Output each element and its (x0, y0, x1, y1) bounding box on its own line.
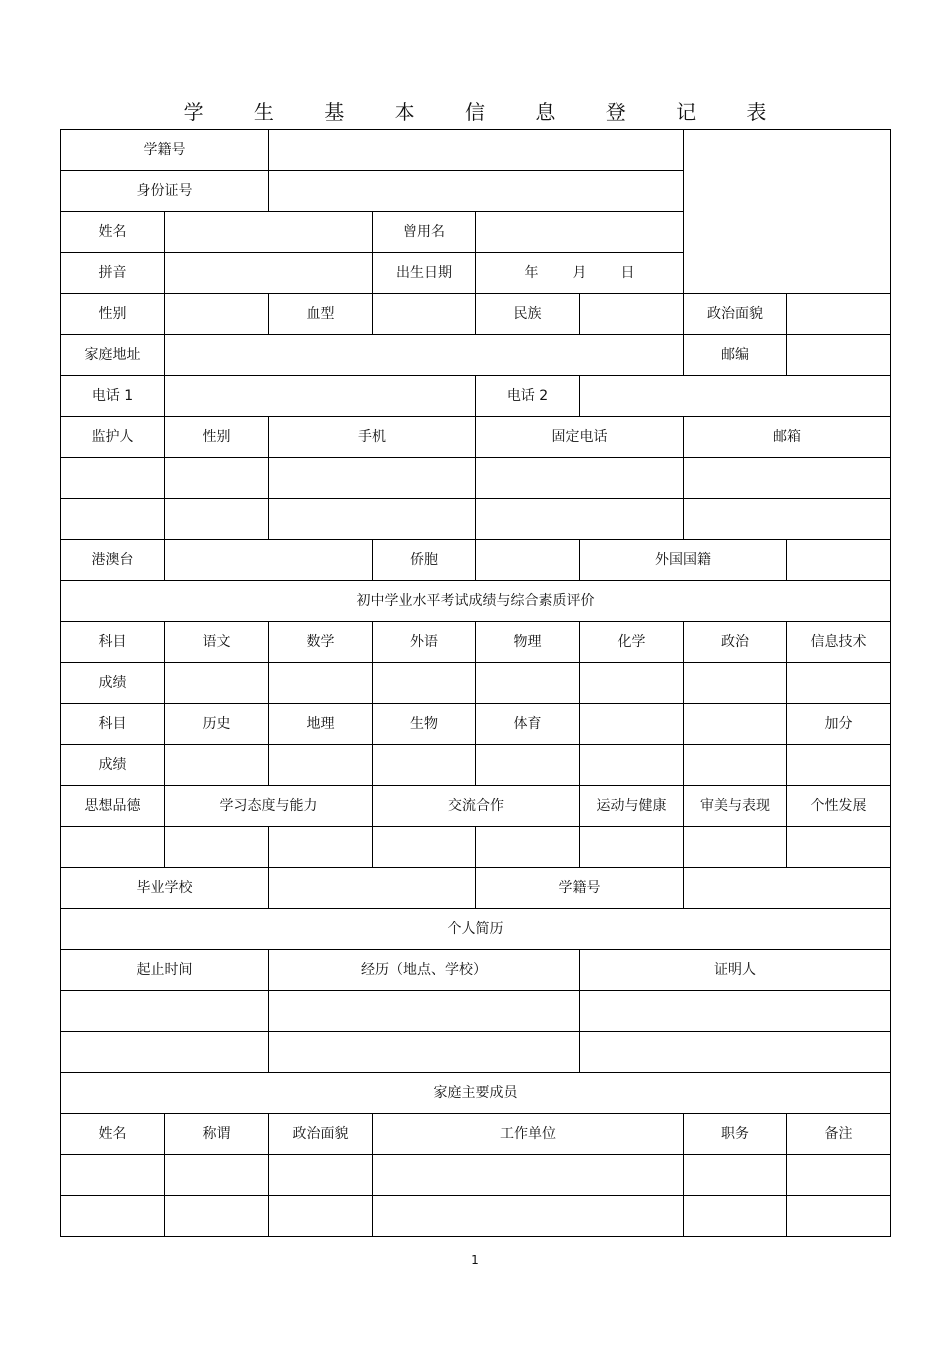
subject-label: 科目 (61, 704, 165, 745)
guardian-mobile-cell[interactable] (269, 499, 476, 540)
label-pinyin: 拼音 (61, 253, 165, 294)
score-label: 成绩 (61, 663, 165, 704)
date-year: 年 (524, 265, 539, 281)
label-guardian-gender: 性别 (165, 417, 269, 458)
quality-cell[interactable] (165, 827, 269, 868)
field-postcode[interactable] (787, 335, 891, 376)
label-landline: 固定电话 (476, 417, 684, 458)
field-former-name[interactable] (476, 212, 684, 253)
subject-name: 语文 (165, 622, 269, 663)
label-overseas-chinese: 侨胞 (373, 540, 476, 581)
family-title: 家庭主要成员 (61, 1073, 891, 1114)
score-cell[interactable] (373, 745, 476, 786)
resume-header-experience: 经历（地点、学校） (269, 950, 580, 991)
family-header-relation: 称谓 (165, 1114, 269, 1155)
resume-experience-cell[interactable] (269, 991, 580, 1032)
score-cell[interactable] (684, 745, 787, 786)
guardian-gender-cell[interactable] (165, 499, 269, 540)
label-hmt: 港澳台 (61, 540, 165, 581)
resume-header-witness: 证明人 (580, 950, 891, 991)
guardian-email-cell[interactable] (684, 499, 891, 540)
quality-cell[interactable] (373, 827, 476, 868)
resume-experience-cell[interactable] (269, 1032, 580, 1073)
score-cell[interactable] (165, 663, 269, 704)
score-cell[interactable] (269, 745, 373, 786)
subject-name: 体育 (476, 704, 580, 745)
field-hmt[interactable] (165, 540, 373, 581)
quality-item: 交流合作 (373, 786, 580, 827)
resume-period-cell[interactable] (61, 991, 269, 1032)
label-graduation-school: 毕业学校 (61, 868, 269, 909)
guardian-landline-cell[interactable] (476, 458, 684, 499)
label-phone1: 电话 1 (61, 376, 165, 417)
field-id-no[interactable] (269, 171, 684, 212)
score-cell[interactable] (787, 745, 891, 786)
label-postcode: 邮编 (684, 335, 787, 376)
family-cell[interactable] (61, 1155, 165, 1196)
date-day: 日 (620, 265, 635, 281)
family-cell[interactable] (684, 1155, 787, 1196)
family-cell[interactable] (61, 1196, 165, 1237)
resume-title: 个人简历 (61, 909, 891, 950)
quality-cell[interactable] (684, 827, 787, 868)
family-cell[interactable] (165, 1155, 269, 1196)
family-cell[interactable] (269, 1196, 373, 1237)
label-guardian: 监护人 (61, 417, 165, 458)
family-header-name: 姓名 (61, 1114, 165, 1155)
registration-form (60, 129, 891, 1237)
field-gender[interactable] (165, 294, 269, 335)
subject-name: 地理 (269, 704, 373, 745)
family-header-remarks: 备注 (787, 1114, 891, 1155)
resume-period-cell[interactable] (61, 1032, 269, 1073)
score-cell[interactable] (787, 663, 891, 704)
field-pinyin[interactable] (165, 253, 373, 294)
page-number: 1 (471, 1253, 479, 1267)
field-political-status[interactable] (787, 294, 891, 335)
subject-name: 加分 (787, 704, 891, 745)
subject-name: 化学 (580, 622, 684, 663)
quality-cell[interactable] (476, 827, 580, 868)
label-mobile: 手机 (269, 417, 476, 458)
subject-name (684, 704, 787, 745)
resume-header-period: 起止时间 (61, 950, 269, 991)
quality-cell[interactable] (269, 827, 373, 868)
quality-item: 运动与健康 (580, 786, 684, 827)
score-cell[interactable] (373, 663, 476, 704)
label-graduation-student-no: 学籍号 (476, 868, 684, 909)
guardian-mobile-cell[interactable] (269, 458, 476, 499)
label-id-no: 身份证号 (61, 171, 269, 212)
family-header-workplace: 工作单位 (373, 1114, 684, 1155)
field-phone2[interactable] (580, 376, 891, 417)
label-ethnicity: 民族 (476, 294, 580, 335)
score-cell[interactable] (476, 745, 580, 786)
subject-name: 数学 (269, 622, 373, 663)
label-blood-type: 血型 (269, 294, 373, 335)
field-graduation-school[interactable] (269, 868, 476, 909)
family-cell[interactable] (373, 1196, 684, 1237)
quality-item: 学习态度与能力 (165, 786, 373, 827)
score-cell[interactable] (684, 663, 787, 704)
resume-witness-cell[interactable] (580, 991, 891, 1032)
score-cell[interactable] (580, 745, 684, 786)
score-cell[interactable] (165, 745, 269, 786)
family-cell[interactable] (165, 1196, 269, 1237)
guardian-landline-cell[interactable] (476, 499, 684, 540)
label-phone2: 电话 2 (476, 376, 580, 417)
guardian-gender-cell[interactable] (165, 458, 269, 499)
subject-name: 信息技术 (787, 622, 891, 663)
subject-name: 生物 (373, 704, 476, 745)
field-phone1[interactable] (165, 376, 476, 417)
field-student-no[interactable] (269, 130, 684, 171)
family-cell[interactable] (269, 1155, 373, 1196)
quality-item: 审美与表现 (684, 786, 787, 827)
quality-item: 思想品德 (61, 786, 165, 827)
family-header-political: 政治面貌 (269, 1114, 373, 1155)
family-cell[interactable] (684, 1196, 787, 1237)
form-title: 学 生 基 本 信 息 登 记 表 (183, 100, 789, 124)
field-overseas-chinese[interactable] (476, 540, 580, 581)
field-name[interactable] (165, 212, 373, 253)
subject-name: 政治 (684, 622, 787, 663)
label-foreign-nationality: 外国国籍 (580, 540, 787, 581)
subject-name: 外语 (373, 622, 476, 663)
label-home-address: 家庭地址 (61, 335, 165, 376)
quality-cell[interactable] (787, 827, 891, 868)
label-political-status: 政治面貌 (684, 294, 787, 335)
label-former-name: 曾用名 (373, 212, 476, 253)
date-month: 月 (572, 265, 587, 281)
field-blood-type[interactable] (373, 294, 476, 335)
family-cell[interactable] (787, 1155, 891, 1196)
field-graduation-student-no[interactable] (684, 868, 891, 909)
photo-box (684, 130, 891, 294)
subject-name (580, 704, 684, 745)
subject-name: 历史 (165, 704, 269, 745)
score-cell[interactable] (269, 663, 373, 704)
family-header-position: 职务 (684, 1114, 787, 1155)
guardian-name-cell[interactable] (61, 458, 165, 499)
guardian-email-cell[interactable] (684, 458, 891, 499)
score-cell[interactable] (580, 663, 684, 704)
field-ethnicity[interactable] (580, 294, 684, 335)
label-name: 姓名 (61, 212, 165, 253)
exam-section-title: 初中学业水平考试成绩与综合素质评价 (61, 581, 891, 622)
score-cell[interactable] (476, 663, 580, 704)
subject-name: 物理 (476, 622, 580, 663)
quality-item: 个性发展 (787, 786, 891, 827)
label-student-no: 学籍号 (61, 130, 269, 171)
label-birth-date: 出生日期 (373, 253, 476, 294)
quality-cell[interactable] (61, 827, 165, 868)
resume-witness-cell[interactable] (580, 1032, 891, 1073)
label-gender: 性别 (61, 294, 165, 335)
field-foreign-nationality[interactable] (787, 540, 891, 581)
quality-cell[interactable] (580, 827, 684, 868)
field-home-address[interactable] (165, 335, 684, 376)
subject-label: 科目 (61, 622, 165, 663)
guardian-name-cell[interactable] (61, 499, 165, 540)
label-email: 邮箱 (684, 417, 891, 458)
field-birth-date[interactable] (476, 253, 684, 294)
family-cell[interactable] (373, 1155, 684, 1196)
family-cell[interactable] (787, 1196, 891, 1237)
score-label: 成绩 (61, 745, 165, 786)
